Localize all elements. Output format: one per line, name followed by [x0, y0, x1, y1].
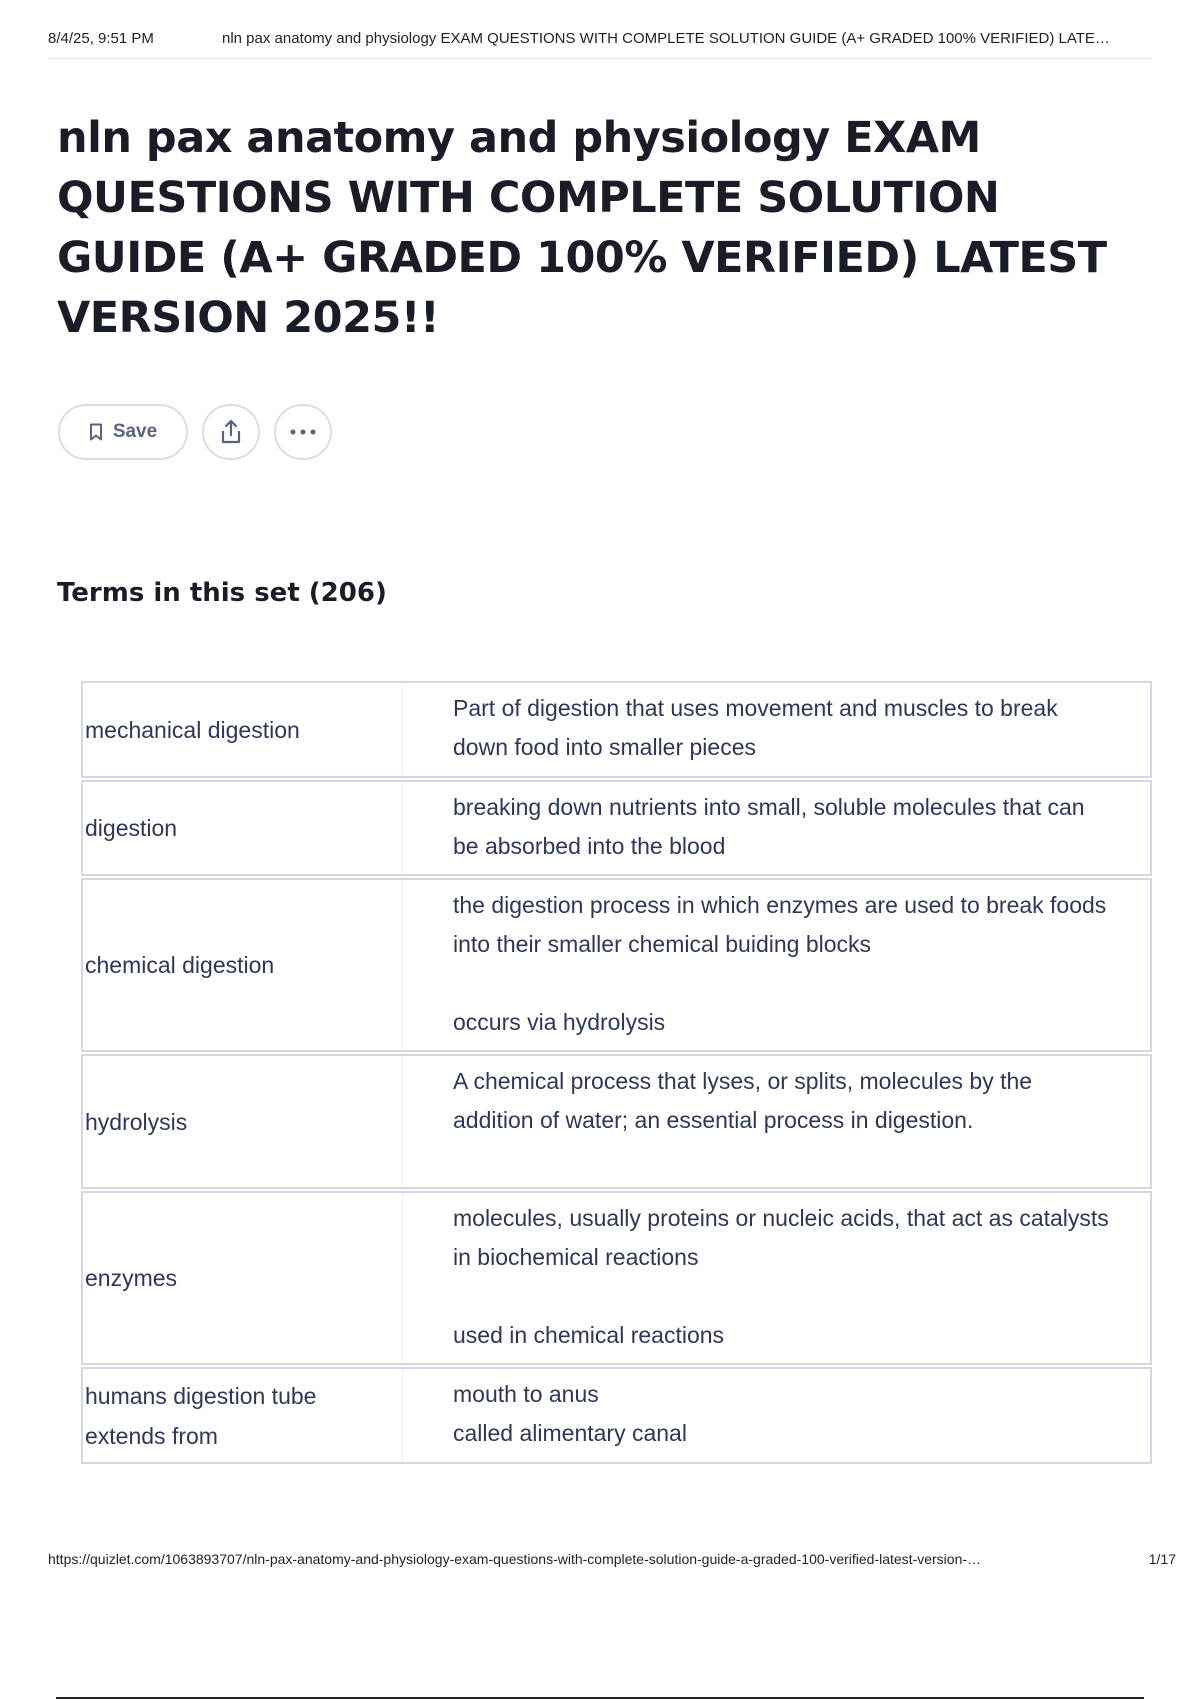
- definition-text: Part of digestion that uses movement and muscles to break down food into smaller pieces: [453, 695, 1058, 760]
- page-title: nln pax anatomy and physiology EXAM QUESTIONS WITH COMPLETE SOLUTION GUIDE (A+ GRADED 100% VERIFIED) LATEST VERSION 2025!!: [57, 113, 1107, 343]
- more-options-button[interactable]: [274, 404, 332, 460]
- term-row: [81, 1367, 1152, 1464]
- share-button[interactable]: [202, 404, 260, 460]
- share-icon: [219, 418, 243, 446]
- header-divider: [48, 58, 1152, 59]
- page-number: 1/17: [1148, 1551, 1176, 1567]
- action-bar: [58, 404, 332, 460]
- print-document-title: nln pax anatomy and physiology EXAM QUESTIONS WITH COMPLETE SOLUTION GUIDE (A+ GRADED 100% VERIFIED) LATE…: [222, 30, 1110, 47]
- definition-text: molecules, usually proteins or nucleic acids, that act as catalysts in biochemical reactions used in chemical reactions: [453, 1205, 1109, 1348]
- print-footer: [48, 1551, 1176, 1567]
- print-timestamp: 8/4/25, 9:51 PM: [48, 30, 154, 47]
- term-row: [81, 1054, 1152, 1189]
- bookmark-icon: [89, 423, 103, 441]
- term-text: humans digestion tube extends from: [83, 1369, 403, 1462]
- print-header: [48, 30, 1176, 47]
- term-row: [81, 1191, 1152, 1365]
- term-text: mechanical digestion: [83, 683, 403, 776]
- definition-text: the digestion process in which enzymes are used to break foods into their smaller chemical buiding blocks occurs via hydrolysis: [453, 892, 1107, 1035]
- definition-text: mouth to anus called alimentary canal: [453, 1381, 687, 1446]
- save-button[interactable]: [58, 404, 188, 460]
- more-horizontal-icon: [290, 429, 316, 435]
- term-row: [81, 780, 1152, 876]
- term-text: digestion: [83, 782, 403, 874]
- term-text: chemical digestion: [83, 880, 403, 1050]
- save-button-label: Save: [112, 421, 158, 442]
- term-row: [81, 878, 1152, 1052]
- print-url: https://quizlet.com/1063893707/nln-pax-anatomy-and-physiology-exam-questions-with-complete-solution-guide-a-graded-100-verified-latest-version-…: [48, 1551, 982, 1567]
- term-text: enzymes: [83, 1193, 403, 1363]
- terms-list: [81, 681, 1152, 1466]
- page-bottom-divider: [56, 1697, 1144, 1699]
- term-text: hydrolysis: [83, 1056, 403, 1187]
- term-row: [81, 681, 1152, 778]
- definition-text: A chemical process that lyses, or splits, molecules by the addition of water; an essential process in digestion.: [453, 1068, 1033, 1133]
- definition-text: breaking down nutrients into small, soluble molecules that can be absorbed into the blood: [453, 794, 1085, 859]
- terms-count-heading: Terms in this set (206): [57, 578, 387, 608]
